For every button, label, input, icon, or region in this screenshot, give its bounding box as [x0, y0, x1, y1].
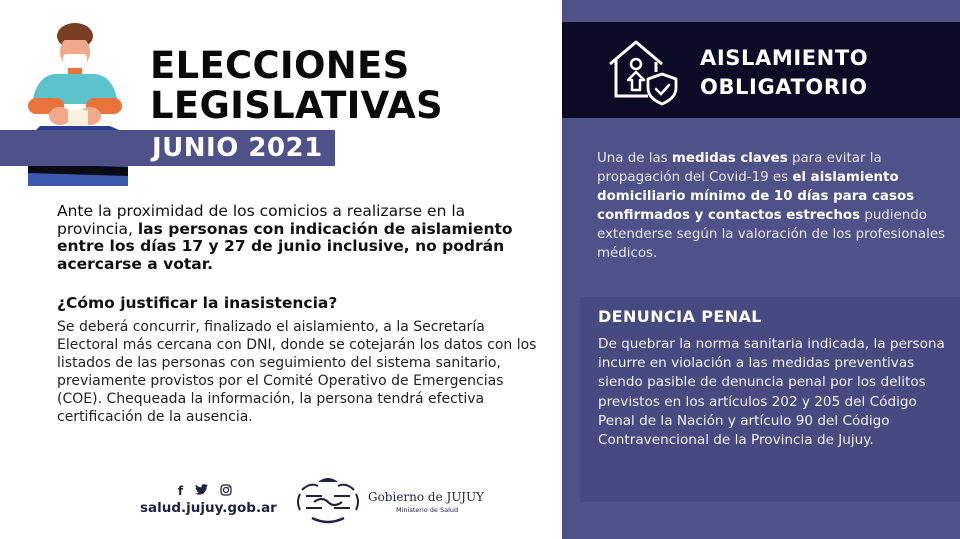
- intro-regular: Ante la proximidad de los comicios a realizarse en la provincia,: [57, 202, 466, 238]
- isolation-text-3: pudiendo extenderse según la valoración de los profesionales médicos.: [597, 207, 946, 261]
- isolation-bold-1: medidas claves: [671, 151, 788, 166]
- page-title: [150, 46, 443, 126]
- website-link[interactable]: salud.jujuy.gob.ar: [140, 500, 277, 516]
- home-isolation-shield-icon: [606, 36, 682, 106]
- election-date: JUNIO 2021: [152, 133, 323, 163]
- isolation-text-1: Una de las: [597, 151, 672, 166]
- ministry-name: Ministerio de Salud: [396, 506, 459, 514]
- right-panel: [562, 0, 960, 539]
- justification-heading: ¿Cómo justificar la inasistencia?: [57, 294, 338, 312]
- isolation-paragraph: [597, 150, 947, 263]
- government-crest-icon: [292, 472, 364, 528]
- intro-paragraph: [57, 203, 527, 273]
- isolation-bold-2: el aislamiento domiciliario mínimo de 10 días para casos confirmados y contactos estrechos: [597, 169, 915, 223]
- government-name: Gobierno de JUJUY: [368, 490, 484, 504]
- isolation-header: [562, 22, 960, 118]
- intro-bold: las personas con indicación de aislamiento entre los días 17 y 27 de junio inclusive, no podrán acercarse a votar.: [57, 219, 513, 273]
- penal-complaint-box: [580, 297, 960, 502]
- title-line-2: LEGISLATIVAS: [150, 84, 443, 127]
- social-links: [140, 484, 270, 499]
- instagram-icon[interactable]: [220, 484, 232, 499]
- twitter-icon[interactable]: [195, 484, 208, 499]
- isolation-title: [700, 44, 868, 102]
- justification-body: Se deberá concurrir, finalizado el aislamiento, a la Secretaría Electoral más cercana con DNI, donde se cotejarán los datos con los listados de las personas con seguimiento del sistema sanitario, previamente provistos por el Comité Operativo de Emergencias (COE). Chequeada la información, la persona tendrá efectiva certificación de la ausencia.: [57, 319, 537, 425]
- penal-body: De quebrar la norma sanitaria indicada, la persona incurre en violación a las medidas preventivas siendo pasible de denuncia penal por los delitos previstos en los artículos 202 y 205 del Código Penal de la Nación y artículo 90 del Código Contravencional de la Provincia de Jujuy.: [598, 336, 945, 449]
- penal-heading: DENUNCIA PENAL: [598, 307, 762, 326]
- isolation-title-line-2: OBLIGATORIO: [700, 75, 868, 99]
- isolation-text-2: para evitar la propagación del Covid-19 es: [597, 151, 882, 185]
- title-line-1: ELECCIONES: [150, 44, 410, 87]
- isolation-title-line-1: AISLAMIENTO: [700, 46, 869, 70]
- facebook-icon[interactable]: f: [177, 484, 184, 498]
